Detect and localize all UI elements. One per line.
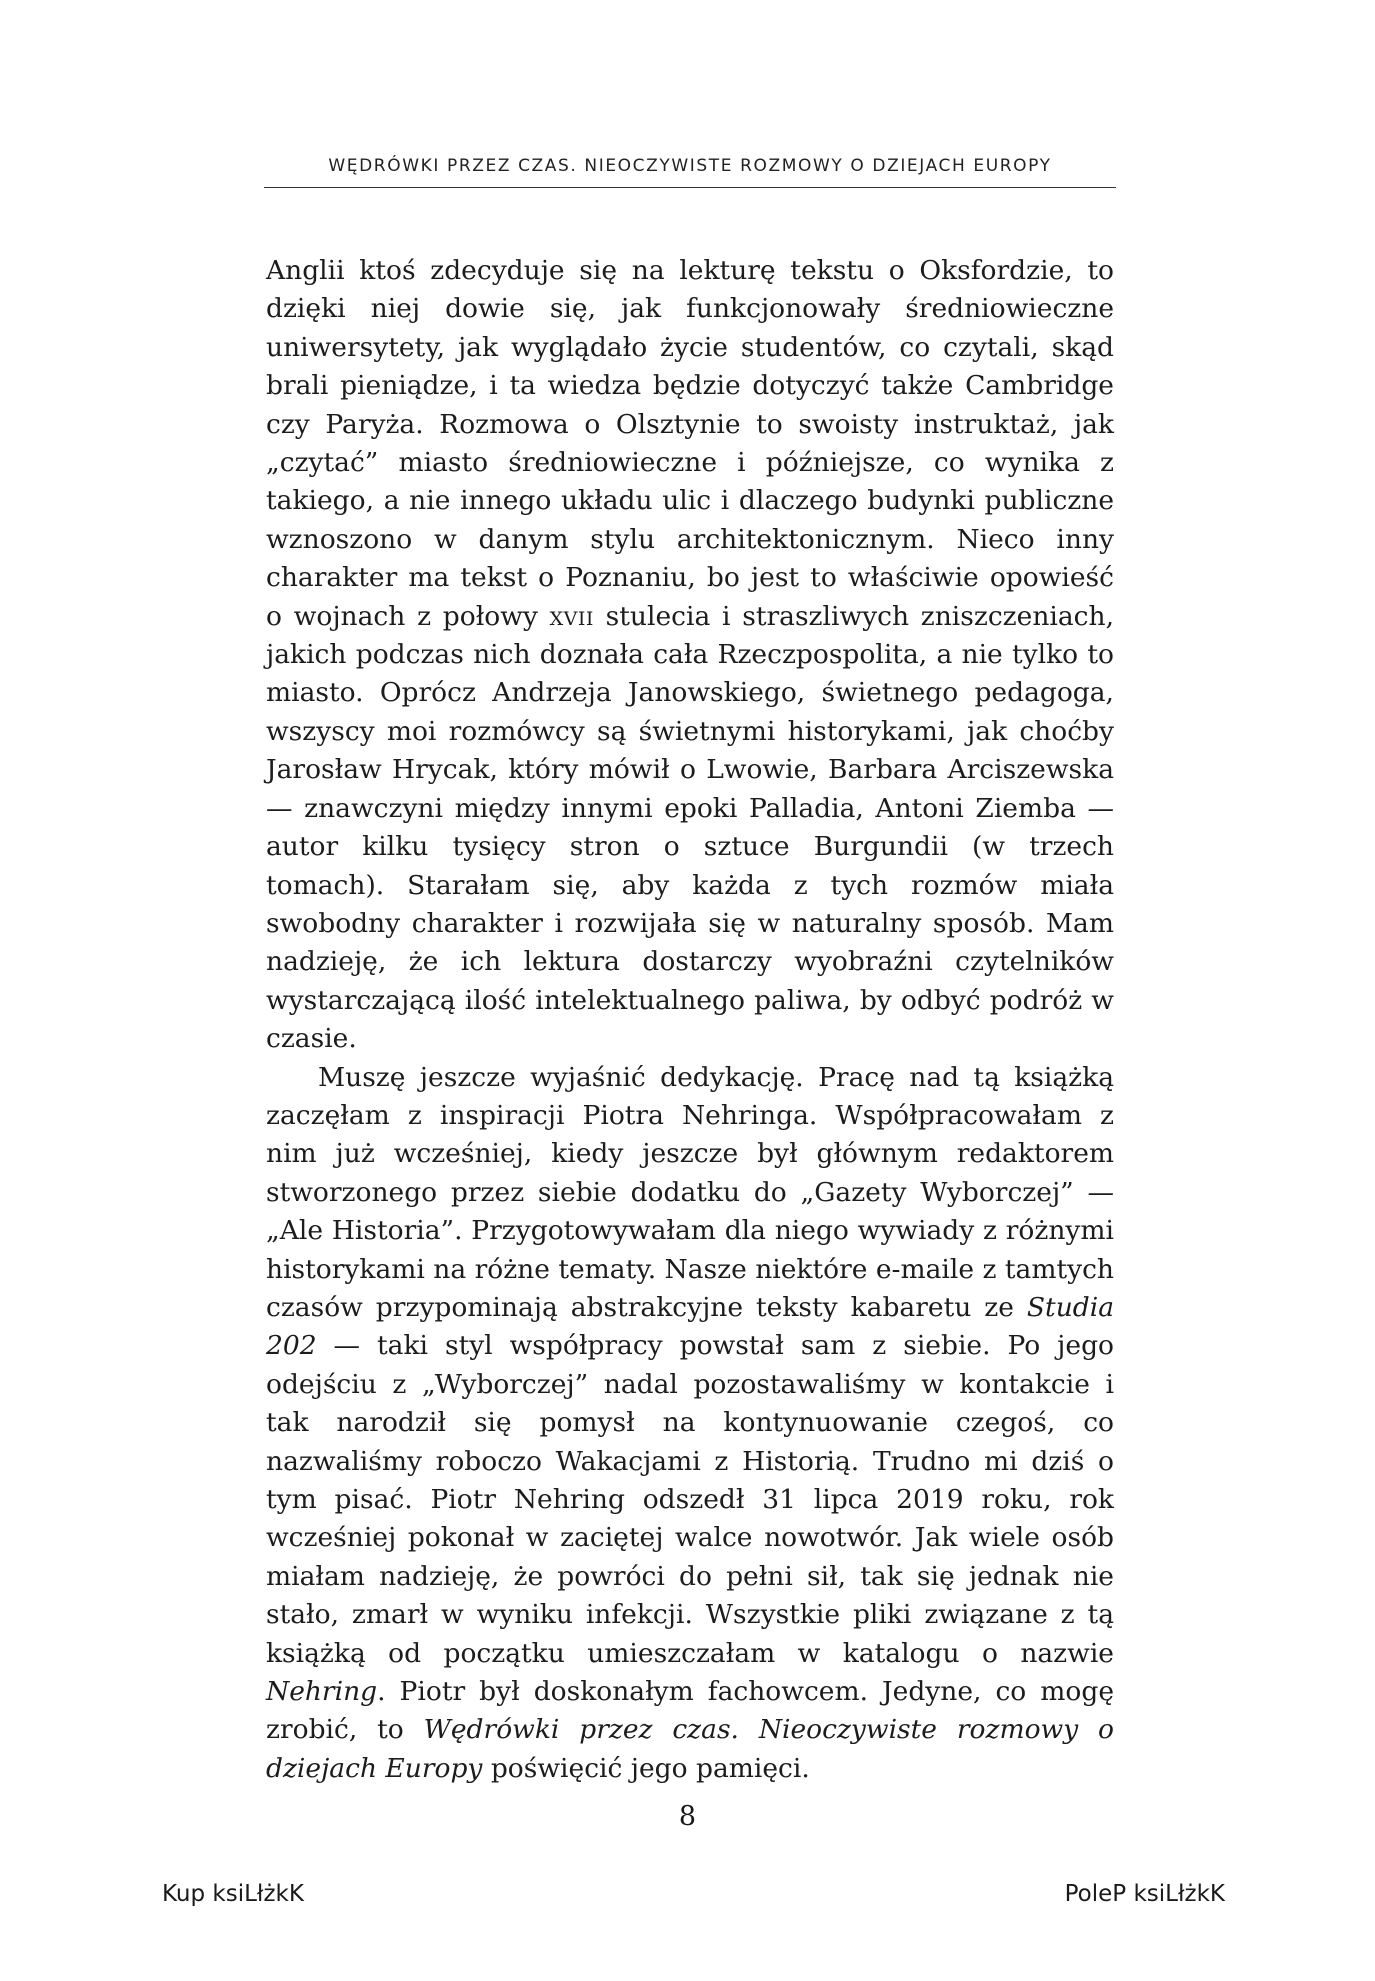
footer-buy-link[interactable]: Kup ksiLłżkK <box>162 1881 304 1907</box>
paragraph-1 <box>266 252 1114 1059</box>
paragraph-2-text-c: . Piotr był doskonałym fachowcem. Jedyne, co mogę zrobić, to <box>266 1676 1114 1746</box>
header-rule <box>264 187 1116 188</box>
running-header: WĘDRÓWKI PRZEZ CZAS. NIEOCZYWISTE ROZMOWY O DZIEJACH EUROPY <box>328 156 1052 176</box>
footer-recommend-link[interactable]: PoleP ksiLłżkK <box>1064 1881 1225 1907</box>
page-number: 8 <box>678 1801 697 1832</box>
paragraph-1-text-a: Anglii ktoś zdecyduje się na lekturę tekstu o Oksfordzie, to dzięki niej dowie się, jak funkcjonowały średniowieczne uniwersytety, jak wyglądało życie studentów, co czytali, skąd brali pieniądze, i ta wiedza będzie dotyczyć także Cambridge czy Paryża. Rozmowa o Olsztynie to swoisty instruktaż, jak „czytać” miasto średniowieczne i późniejsze, co wynika z takiego, a nie innego układu ulic i dlaczego budynki publiczne wznoszono w danym stylu architektonicznym. Nieco inny charakter ma tekst o Poznaniu, bo jest to właściwie opowieść o wojnach z połowy <box>266 255 1114 632</box>
italic-nehring: Nehring <box>266 1676 378 1708</box>
paragraph-2-text-a: Muszę jeszcze wyjaśnić dedykację. Pracę nad tą książką zaczęłam z inspiracji Piotra Nehringa. Współpracowałam z nim już wcześniej, kiedy jeszcze był głównym redaktorem stworzonego przez siebie dodatku do „Gazety Wyborczej” — „Ale Historia”. Przygotowywałam dla niego wywiady z różnymi historykami na różne tematy. Nasze niektóre e-maile z tamtych czasów przypominają abstrakcyjne teksty kabaretu ze <box>266 1061 1114 1323</box>
paragraph-2-text-b: — taki styl współpracy powstał sam z siebie. Po jego odejściu z „Wyborczej” nadal pozostawaliśmy w kontakcie i tak narodził się pomysł na kontynuowanie czegoś, co nazwaliśmy roboczo Wakacjami z Historią. Trudno mi dziś o tym pisać. Piotr Nehring odszedł 31 lipca 2019 roku, rok wcześniej pokonał w zaciętej walce nowotwór. Jak wiele osób miałam nadzieję, że powróci do pełni sił, tak się jednak nie stało, zmarł w wyniku infekcji. Wszystkie pliki związane z tą książką od początku umieszczałam w katalogu o nazwie <box>266 1330 1114 1669</box>
body-text <box>266 252 1114 1788</box>
italic-book-title: Wędrówki przez czas. Nieoczywiste rozmowy o dziejach Europy <box>266 1714 1115 1784</box>
paragraph-1-text-b: stulecia i straszliwych zniszczeniach, jakich podczas nich doznała cała Rzeczpospolita, a nie tylko to miasto. Oprócz Andrzeja Janowskiego, świetnego pedagoga, wszyscy moi rozmówcy są świetnymi historykami, jak choćby Jarosław Hrycak, który mówił o Lwowie, Barbara Arciszewska — znawczyni między innymi epoki Palladia, Antoni Ziemba — autor kilku tysięcy stron o sztuce Burgundii (w trzech tomach). Starałam się, aby każda z tych rozmów miała swobodny charakter i rozwijała się w naturalny sposób. Mam nadzieję, że ich lektura dostarczy wyobraźni czytelników wystarczającą ilość intelektualnego paliwa, by odbyć podróż w czasie. <box>266 600 1114 1055</box>
paragraph-2 <box>266 1059 1114 1789</box>
paragraph-2-text-d: poświęcić jego pamięci. <box>482 1752 810 1784</box>
italic-studia: Studia 202 <box>266 1291 1114 1362</box>
roman-numeral: xvii <box>549 600 594 632</box>
